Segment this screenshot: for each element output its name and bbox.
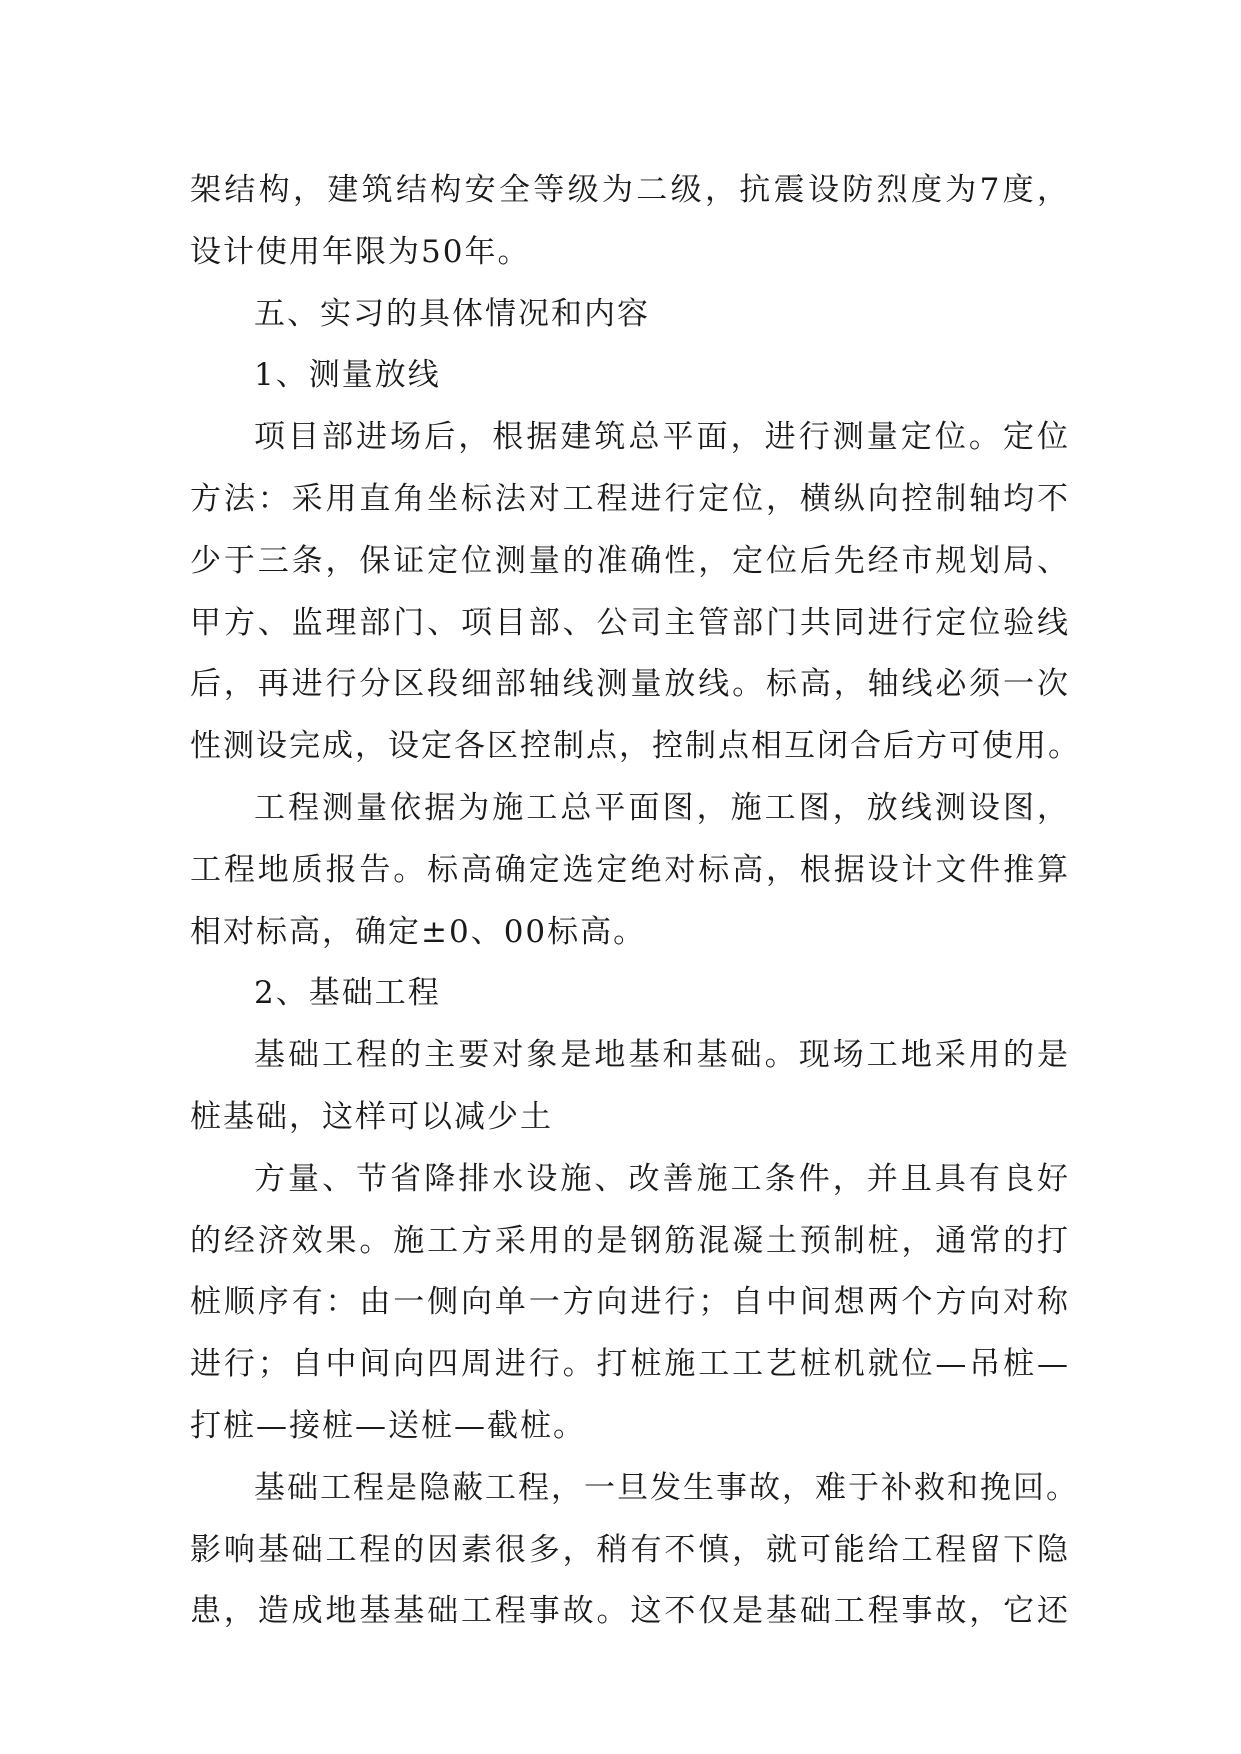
text-line: 工程测量依据为施工总平面图，施工图，放线测设图， [254,789,1070,826]
text-line: 工程地质报告。标高确定选定绝对标高，根据设计文件推算 [190,851,1070,888]
text-line: 方量、节省降排水设施、改善施工条件，并且具有良好 [254,1160,1070,1197]
text-line: 五、实习的具体情况和内容 [254,295,650,332]
text-line: 性测设完成，设定各区控制点，控制点相互闭合后方可使用。 [190,728,1081,765]
text-line: 打桩—接桩—送桩—截桩。 [190,1407,586,1444]
text-line: 基础工程是隐蔽工程，一旦发生事故，难于补救和挽回。 [254,1469,1079,1506]
text-line: 少于三条，保证定位测量的准确性，定位后先经市规划局、 [190,542,1070,579]
text-line: 基础工程的主要对象是地基和基础。现场工地采用的是 [254,1037,1070,1074]
text-line: 方法：采用直角坐标法对工程进行定位，横纵向控制轴均不 [190,480,1070,517]
body-text [190,160,1081,1643]
text-line: 桩顺序有：由一侧向单一方向进行；自中间想两个方向对称 [190,1284,1070,1321]
text-line: 项目部进场后，根据建筑总平面，进行测量定位。定位 [254,419,1070,456]
text-line: 相对标高，确定±0、00标高。 [190,913,647,950]
text-line: 甲方、监理部门、项目部、公司主管部门共同进行定位验线 [190,604,1070,641]
text-line: 设计使用年限为50年。 [190,233,531,270]
text-line: 桩基础，这样可以减少土 [190,1098,553,1135]
text-line: 1、测量放线 [254,357,441,394]
text-line: 架结构，建筑结构安全等级为二级，抗震设防烈度为7度， [190,172,1070,208]
text-line: 2、基础工程 [254,975,441,1012]
text-line: 影响基础工程的因素很多，稍有不慎，就可能给工程留下隐 [190,1531,1070,1568]
text-line: 后，再进行分区段细部轴线测量放线。标高，轴线必须一次 [190,666,1070,703]
text-line: 患，造成地基基础工程事故。这不仅是基础工程事故，它还 [190,1593,1070,1630]
text-line: 的经济效果。施工方采用的是钢筋混凝土预制桩，通常的打 [190,1222,1070,1259]
text-line: 进行；自中间向四周进行。打桩施工工艺桩机就位—吊桩— [190,1346,1070,1383]
